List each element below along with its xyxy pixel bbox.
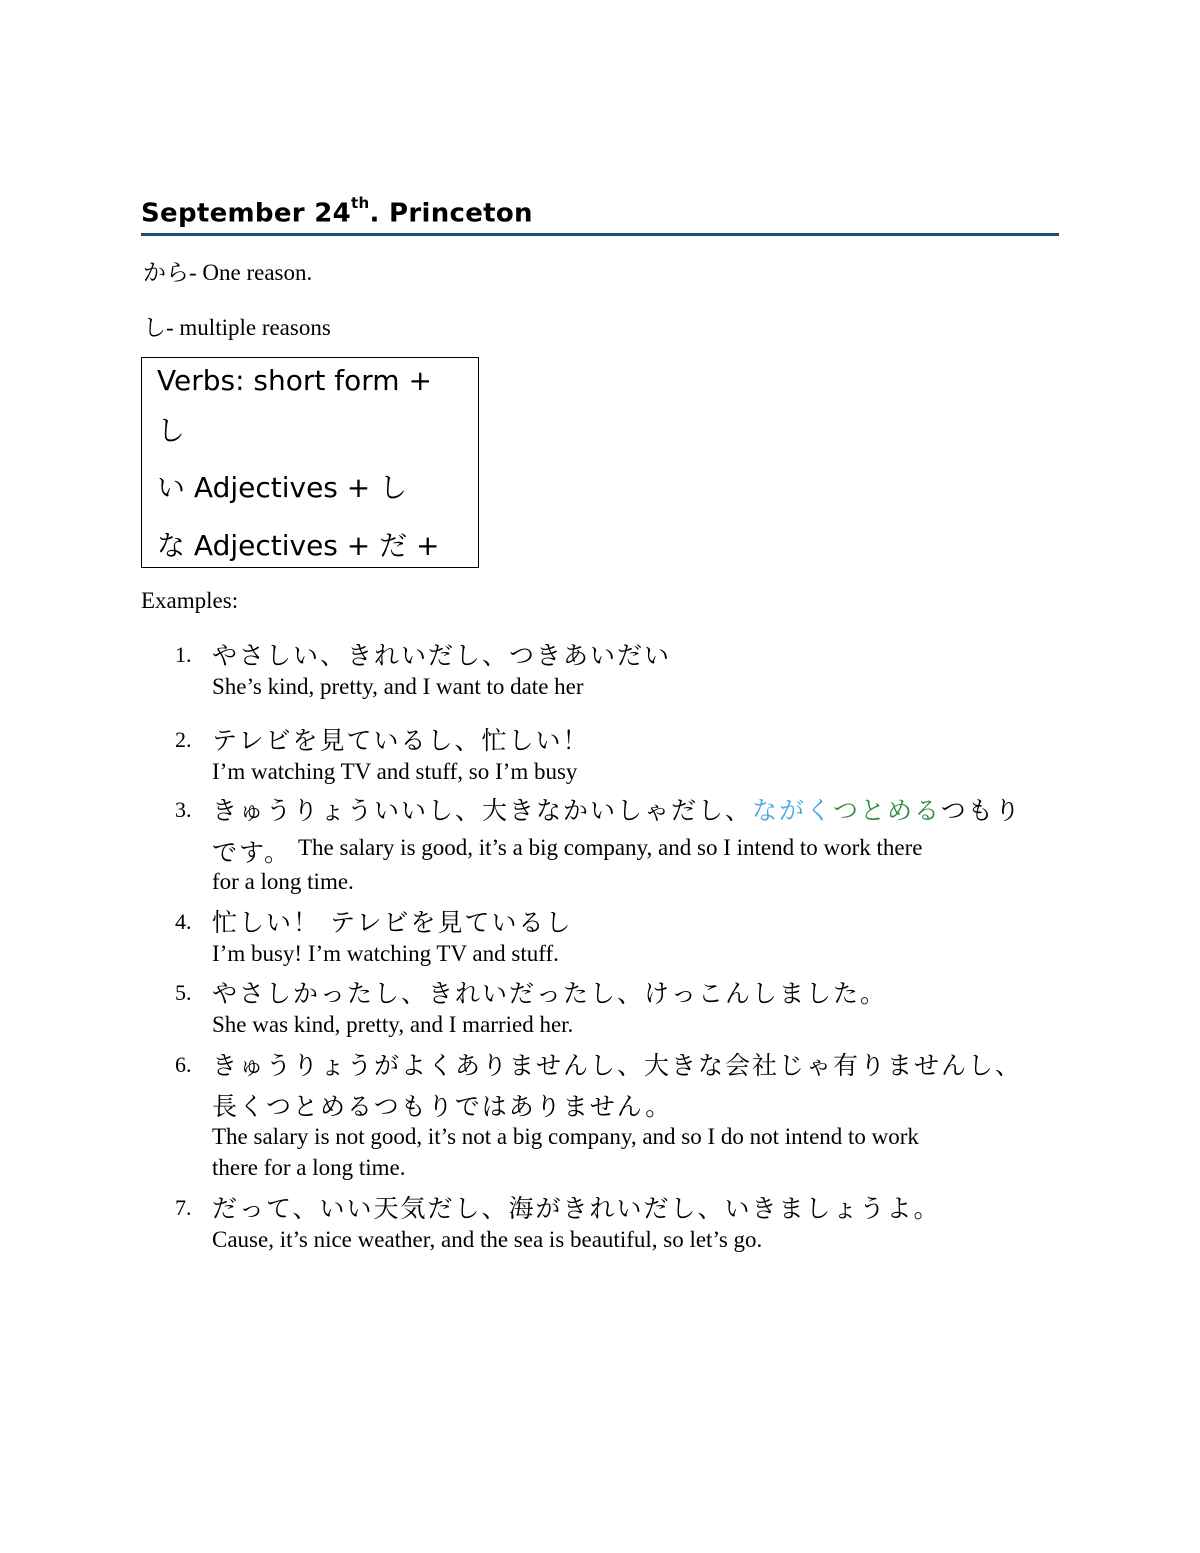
example-japanese: きゅうりょうがよくありませんし、大きな会社じゃ有りませんし、	[212, 1051, 1023, 1080]
example-translation-continued: there for a long time.	[212, 1155, 406, 1180]
example-japanese-continued: です。	[212, 838, 292, 867]
example-japanese: だって、いい天気だし、海がきれいだし、いきましょうよ。	[212, 1194, 941, 1223]
example-japanese: きゅうりょういいし、大きなかいしゃだし、ながくつとめるつもり	[212, 796, 1022, 825]
example-translation: The salary is not good, it’s not a big company, and so I do not intend to work	[212, 1124, 919, 1149]
example-japanese: やさしかったし、きれいだったし、けっこんしました。	[212, 979, 888, 1008]
rule-na-adjectives: な Adjectives + だ +	[157, 529, 440, 562]
example-translation-continued: for a long time.	[212, 869, 354, 894]
item-number: 2.	[175, 727, 192, 752]
example-translation: Cause, it’s nice weather, and the sea is beautiful, so let’s go.	[212, 1227, 763, 1252]
highlight-green: つとめる	[833, 796, 941, 825]
item-number: 5.	[175, 980, 192, 1005]
rule-verbs-continued: し	[157, 414, 186, 447]
item-number: 1.	[175, 642, 192, 667]
title-underline	[141, 233, 1059, 236]
title-superscript: th	[351, 194, 370, 212]
example-translation: I’m busy! I’m watching TV and stuff.	[212, 941, 559, 966]
definition-shi: し- multiple reasons	[143, 315, 331, 341]
rule-i-adjectives: い Adjectives + し	[157, 471, 408, 504]
example-translation: I’m watching TV and stuff, so I’m busy	[212, 759, 578, 784]
example-japanese-continued: 長くつとめるつもりではありません。	[212, 1092, 673, 1121]
page-title: September 24th. Princeton	[141, 194, 533, 229]
example-japanese: 忙しい！ テレビを見ているし	[212, 908, 573, 937]
item-number: 3.	[175, 797, 192, 822]
example-translation: The salary is good, it’s a big company, and so I intend to work there	[298, 835, 923, 860]
highlight-blue: ながく	[752, 796, 834, 825]
rule-verbs: Verbs: short form +	[157, 364, 432, 397]
item-number: 4.	[175, 909, 192, 934]
example-translation: She’s kind, pretty, and I want to date her	[212, 674, 584, 699]
examples-label: Examples:	[141, 588, 239, 613]
item-number: 7.	[175, 1195, 192, 1220]
item-number: 6.	[175, 1052, 192, 1077]
example-translation: She was kind, pretty, and I married her.	[212, 1012, 574, 1037]
grammar-rules-box	[141, 357, 479, 568]
example-japanese: テレビを見ているし、忙しい！	[212, 726, 590, 755]
example-japanese: やさしい、きれいだし、つきあいだい	[212, 641, 672, 670]
definition-kara: から- One reason.	[143, 260, 313, 286]
